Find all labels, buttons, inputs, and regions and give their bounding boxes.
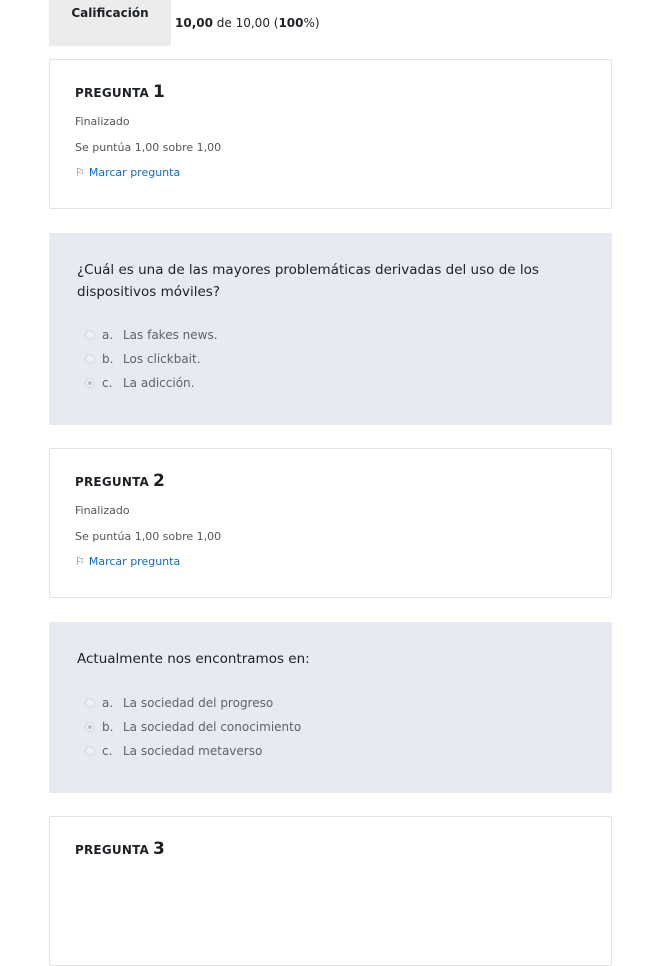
question-info-1 [49,59,612,209]
answer-text: La sociedad del conocimiento [123,720,302,734]
flag-icon: ⚐ [75,555,85,568]
grade-value [175,16,320,30]
question-info-3 [49,816,612,966]
answer-option-c[interactable] [85,739,301,763]
answer-option-a[interactable] [85,323,218,347]
grade-percent-close: %) [303,16,320,30]
grade-percent: 100 [278,16,304,30]
question-text: Actualmente nos encontramos en: [77,651,310,667]
question-number: 2 [153,471,166,491]
flag-question-label: Marcar pregunta [88,166,181,179]
answer-text: Las fakes news. [123,328,218,342]
radio-icon[interactable] [85,698,95,708]
question-number: 3 [153,839,166,859]
question-label: PREGUNTA [75,475,150,489]
answer-text: La adicción. [123,376,195,390]
radio-checked-icon[interactable] [85,378,95,388]
radio-icon[interactable] [85,354,95,364]
question-state: Finalizado [75,504,130,517]
answer-option-b[interactable] [85,347,218,371]
answer-text: La sociedad del progreso [123,696,274,710]
radio-checked-icon[interactable] [85,722,95,732]
question-grade: Se puntúa 1,00 sobre 1,00 [75,530,222,543]
flag-question-link[interactable] [75,555,180,568]
question-state: Finalizado [75,115,130,128]
flag-question-label: Marcar pregunta [88,555,181,568]
answer-letter: b. [102,352,114,366]
answer-letter: a. [102,696,114,710]
question-text: ¿Cuál es una de las mayores problemáticas derivadas del uso de los dispositivos móviles? [77,262,539,300]
flag-icon: ⚐ [75,166,85,179]
grade-total: de 10,00 ( [212,16,279,30]
question-title [75,471,165,491]
answer-text: La sociedad metaverso [123,744,263,758]
answer-letter: b. [102,720,114,734]
question-label: PREGUNTA [75,86,150,100]
answer-option-b[interactable] [85,715,301,739]
answer-text: Los clickbait. [123,352,201,366]
radio-icon[interactable] [85,330,95,340]
flag-question-link[interactable] [75,166,180,179]
question-label: PREGUNTA [75,843,150,857]
grade-summary-row [49,0,549,46]
answer-option-a[interactable] [85,691,301,715]
answer-list [85,691,301,763]
radio-icon[interactable] [85,746,95,756]
answer-option-c[interactable] [85,371,218,395]
question-content-1 [49,233,612,425]
grade-label: Calificación [49,0,171,46]
question-title [75,82,165,102]
question-number: 1 [153,82,166,102]
answer-letter: a. [102,328,114,342]
answer-letter: c. [102,744,113,758]
grade-score: 10,00 [175,16,213,30]
question-title [75,839,165,859]
question-grade: Se puntúa 1,00 sobre 1,00 [75,141,222,154]
question-content-2 [49,622,612,793]
question-info-2 [49,448,612,598]
answer-list [85,323,218,395]
answer-letter: c. [102,376,113,390]
